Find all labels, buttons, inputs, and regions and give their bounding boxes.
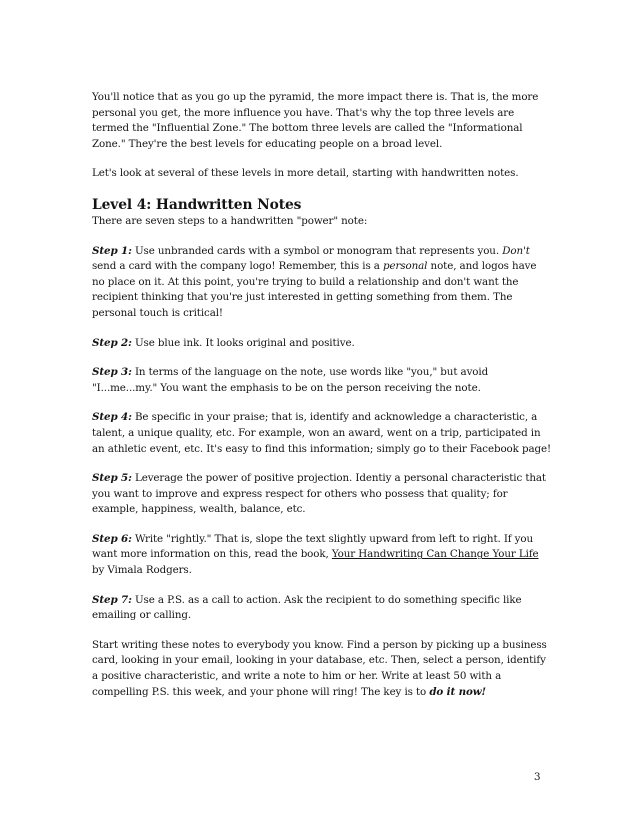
step-text: Use blue ink. It looks original and positive. xyxy=(131,336,355,349)
section-heading: Level 4: Handwritten Notes xyxy=(92,196,302,213)
book-title-link[interactable]: Your Handwriting Can Change Your Life xyxy=(331,548,539,561)
step-text: Write "rightly." That is, slope the text slightly upward from left to right. If you want more information on this, read the book, xyxy=(92,532,534,561)
closing-text: Start writing these notes to everybody you know. Find a person by picking up a business card, looking in your email, looking in your database, etc. Then, select a person, identify a positive characteristic, and write a note to him or her. Write at least 50 with a compelling P.S. this week, and your phone will ring! The key is to xyxy=(92,638,547,698)
step-1-paragraph xyxy=(92,244,552,322)
step-7-paragraph xyxy=(92,593,552,624)
closing-emphasis: do it now! xyxy=(429,685,486,698)
step-4-paragraph xyxy=(92,410,552,457)
step-text: note, and logos have no place on it. At this point, you're trying to build a relationship and don't want the recipient thinking that you're just interested in getting something from them. The personal touch is critical! xyxy=(92,260,537,319)
step-label: Step 7: xyxy=(92,593,132,606)
step-6-paragraph xyxy=(92,532,552,579)
step-text: Use a P.S. as a call to action. Ask the recipient to do something specific like emailing or calling. xyxy=(92,593,522,622)
step-emphasis: Don't xyxy=(502,244,530,257)
step-text: Use unbranded cards with a symbol or monogram that represents you. xyxy=(131,244,503,257)
step-text: Leverage the power of positive projection. Identiy a personal characteristic that you want to improve and express respect for others who possess that quality; for example, happiness, wealth, balance, etc. xyxy=(92,472,546,516)
step-3-paragraph xyxy=(92,365,552,396)
step-5-paragraph xyxy=(92,471,552,518)
step-label: Step 1: xyxy=(92,244,132,257)
step-text: In terms of the language on the note, use words like "you," but avoid "I...me...my." You want the emphasis to be on the person receiving the note. xyxy=(92,366,489,394)
step-emphasis: personal xyxy=(383,260,428,273)
step-label: Step 3: xyxy=(92,366,132,379)
step-text: send a card with the company logo! Remember, this is a xyxy=(92,260,384,273)
section-lead: There are seven steps to a handwritten "power" note: xyxy=(92,214,368,227)
closing-paragraph xyxy=(92,638,552,700)
step-label: Step 2: xyxy=(92,336,132,349)
step-2-paragraph xyxy=(92,336,552,352)
page-number: 3 xyxy=(534,771,541,783)
step-label: Step 6: xyxy=(92,532,132,545)
page-content xyxy=(92,90,552,714)
step-text: Be specific in your praise; that is, identify and acknowledge a characteristic, a talent, a unique quality, etc. For example, won an award, went on a trip, participated in an athletic event, etc. It's easy to find this information; simply go to their Facebook page! xyxy=(92,411,552,455)
step-text: by Vimala Rodgers. xyxy=(92,564,192,577)
step-label: Step 4: xyxy=(92,411,132,424)
intro-paragraph-2: Let's look at several of these levels in more detail, starting with handwritten notes. xyxy=(92,167,519,180)
intro-paragraph-1: You'll notice that as you go up the pyramid, the more impact there is. That is, the more personal you get, the more influence you have. That's why the top three levels are termed the "Influential Zone." The bottom three levels are called the "Informational Zone." They're the best levels for educating people on a broad level. xyxy=(92,91,539,150)
step-label: Step 5: xyxy=(92,472,132,485)
